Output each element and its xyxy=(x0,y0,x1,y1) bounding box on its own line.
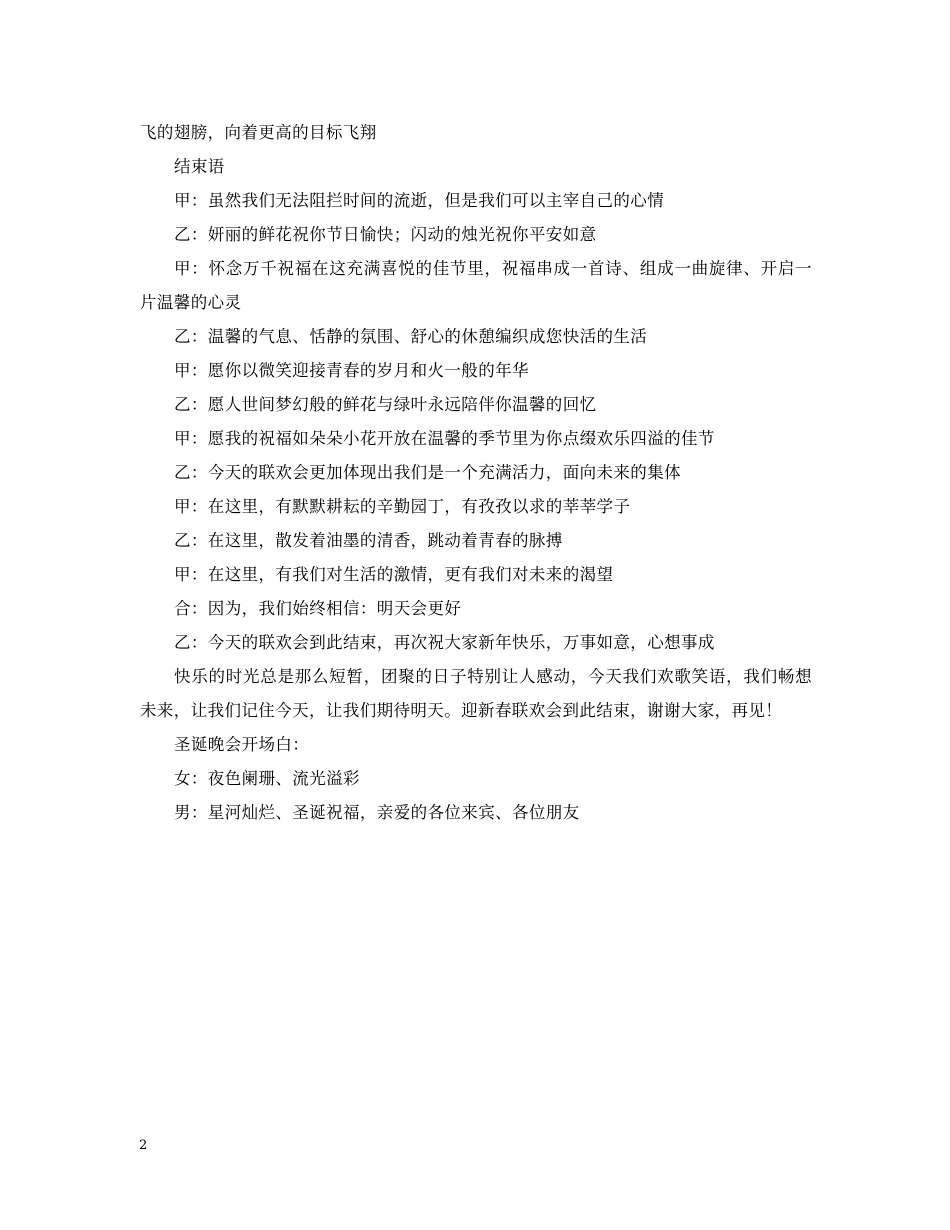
paragraph: 女：夜色阑珊、流光溢彩 xyxy=(174,769,360,788)
paragraph: 甲：愿你以微笑迎接青春的岁月和火一般的年华 xyxy=(174,361,529,380)
paragraph: 乙：妍丽的鲜花祝你节日愉快；闪动的烛光祝你平安如意 xyxy=(174,225,597,244)
paragraph: 甲：虽然我们无法阻拦时间的流逝，但是我们可以主宰自己的心情 xyxy=(174,191,665,210)
paragraph: 合：因为，我们始终相信：明天会更好 xyxy=(174,599,462,618)
page-number: 2 xyxy=(139,1138,148,1153)
paragraph: 甲：在这里，有默默耕耘的辛勤园丁，有孜孜以求的莘莘学子 xyxy=(174,497,631,516)
paragraph-continuation: 飞的翅膀，向着更高的目标飞翔 xyxy=(140,123,377,142)
paragraph: 乙：今天的联欢会更加体现出我们是一个充满活力，面向未来的集体 xyxy=(174,463,681,482)
section-heading-christmas: 圣诞晚会开场白： xyxy=(174,735,310,754)
paragraph: 快乐的时光总是那么短暂，团聚的日子特别让人感动，今天我们欢歌笑语，我们畅想未来，让我们记住今天，让我们期待明天。迎新春联欢会到此结束，谢谢大家，再见！ xyxy=(140,667,812,720)
paragraph: 甲：怀念万千祝福在这充满喜悦的佳节里，祝福串成一首诗、组成一曲旋律、开启一片温馨的心灵 xyxy=(140,259,812,312)
paragraph: 男：星河灿烂、圣诞祝福，亲爱的各位来宾、各位朋友 xyxy=(174,803,580,822)
paragraph: 乙：温馨的气息、恬静的氛围、舒心的休憩编织成您快活的生活 xyxy=(174,327,648,346)
paragraph: 甲：在这里，有我们对生活的激情，更有我们对未来的渴望 xyxy=(174,565,614,584)
paragraph: 乙：今天的联欢会到此结束，再次祝大家新年快乐，万事如意，心想事成 xyxy=(174,633,715,652)
paragraph: 乙：愿人世间梦幻般的鲜花与绿叶永远陪伴你温馨的回忆 xyxy=(174,395,597,414)
paragraph: 乙：在这里，散发着油墨的清香，跳动着青春的脉搏 xyxy=(174,531,563,550)
section-heading-closing: 结束语 xyxy=(174,157,225,176)
document-body xyxy=(140,116,812,830)
paragraph: 甲：愿我的祝福如朵朵小花开放在温馨的季节里为你点缀欢乐四溢的佳节 xyxy=(174,429,715,448)
